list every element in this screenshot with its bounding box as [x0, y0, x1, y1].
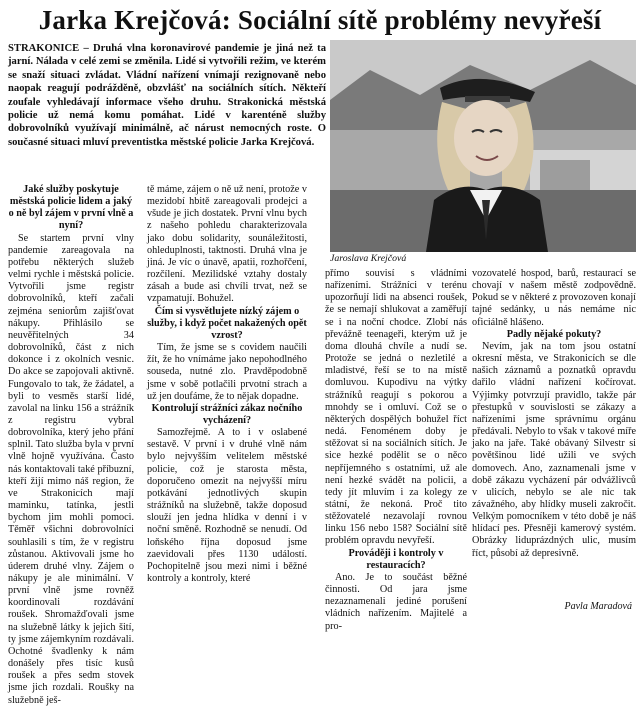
interview-question: Padly nějaké pokuty?: [506, 328, 602, 340]
column-3: [325, 268, 467, 633]
interview-answer: Nevím, jak na tom jsou ostatní okresní města, ve Strakonicích se dle našich záznamů a poznatků opravdu dařilo vládní nařízení kočírovat. Výjimky potvrzují pravidlo, takže pár přestupků v souvislosti se zákazy a nařízeními jsme správnímu orgánu předávali. Nebylo to však v takové míře jako na jaře. Také obávaný Silvestr si povětšinou lidé užili ve svých domovech. Ano, zaznamenali jsme v době zákazu vycházení pár odvážlivců v ulicích, nebylo se ale nic tak závažného, aby hlídky museli zakročit. Velkým pomocníkem v této době je náš hlídací pes. Přesněji kamerový systém. Obrázky liduprázdných ulic, musím říct, působí až depresivně.: [472, 340, 636, 559]
interview-question: Kontrolují strážníci zákaz nočního vycházení?: [151, 402, 303, 426]
column-4: [472, 268, 636, 560]
interview-answer: vozovatelé hospod, barů, restaurací se chovají v našem městě zodpovědně. Pokud se v některé z provozoven konají tajné sedánky, u nás nemáme nic oficiálně hlášeno.: [472, 268, 636, 328]
interview-answer: přímo souvisí s vládními nařízeními. Strážníci v terénu upozorňují lidi na absenci roušek, že se nemají shlukovat a zaměřují se i na noční chodce. Zlobí nás převážně teenageři, kterým už je doma dlouhá chvíle a nudí se. Protože se jedná o nezletilé a mladistvé, řeší se to na místě domluvou. Kupodivu na výtky strážníků reagují s pokorou a mnohdy se i omluví. Což se o některých dospělých bohužel říct nedá. Fenoménem doby je stěžovat si na sociálních sítích. Je sice hezké podělit se o něco nepříjemného s ostatními, už ale není hezké svádět na policii, a tedy jít mluvím i za kolegy ze státní, že nekoná. Proč tito stěžovatelé nezavolají rovnou linku 156 nebo 158? Sociální sítě problém opravdu nevyřeší.: [325, 268, 467, 547]
interview-question: Čím si vysvětlujete nízký zájem o služby, i když počet nakažených opět vzrost?: [147, 305, 307, 341]
portrait-illustration: [330, 40, 636, 252]
column-2: [147, 184, 307, 585]
interview-answer: Ano. Je to součást běžné činnosti. Od jara jsme nezaznamenali jediné porušení vládních nařízením. Majitelé a pro-: [325, 571, 467, 632]
portrait-photo: [330, 40, 636, 252]
interview-question: Jaké služby poskytuje městská policie lidem a jaký o ně byl zájem v první vlně a nyní?: [8, 184, 134, 232]
interview-question: Prováději i kontroly v restauracích?: [348, 547, 444, 571]
article-headline: Jarka Krejčová: Sociální sítě problémy nevyřeší: [38, 5, 602, 35]
interview-answer: Samozřejmě. A to i v oslabené sestavě. V první i v druhé vlně nám bylo nejvyšším velitelem městské policie, což je starosta města, doporučeno omezit na nejvyšší míru potkávání jednotlivých skupin strážníků na služebně, takže doposud slouží jen jedna hlídka v denní i v noční směně. Rozhodně se nenudí. Od loňského října doposud jsme zaevidovali přes 1130 událostí. Pochopitelně jsou mezi nimi i běžné kontroly a kontroly, které: [147, 427, 307, 584]
article-lead: STRAKONICE – Druhá vlna koronavirové pandemie je jiná než ta jarní. Nálada v celé zemi se změnila. Lidé si vytvořili režim, ve kterém se snaží situaci zvládat. Vládní nařízení vnímají rezignovaně nebo naopak reagují podrážděně, obzvlášť na sociálních sítích. Někteří zoufale vyhledávají informace všeho druhu. Strakonická městská policie už nemá komu pomáhat. Lidé v karenténě služby dobrovolníků využívají minimálně, ač nárust nemocných roste. O současné situaci mluví preventistka městské policie Jarka Krejčová.: [8, 43, 326, 148]
photo-caption: Jaroslava Krejčová: [330, 253, 407, 264]
column-1: [8, 184, 134, 707]
interview-answer: Se startem první vlny pandemie zareagovala na potřebu některých služeb velmi rychle i městská policie. Vytvořili jsme registr dobrovolníků, kteří začali zejména seniorům zajišťovat nákupy. Přihlásilo se neuvěřitelných 34 dobrovolníků, část z nich dokonce i z okolních vesnic. Do akce se zapojovali aktivně. Fungovalo to tak, že žádatel, a byli to vesměs starší lidé, zavolal na linku 156 a strážník z registru vybral dobrovolníka, který jeho přání splnil. Tato služba byla v první vlně hojně využívána. Často nás kontaktovali také příbuzní, kteří žijí mimo náš region, že ve Strakonicích mají maminku, tatínka, jestli bychom jim mohli pomoci. Těměř všichni dobrovolníci souhlasili s tím, že v registru zůstanou. Aktivovali jsme ho úderem druhé vlny. Zájem o nákupy je ale minimální. V první vlně jsme rovněž koordinovali rozdávání roušek. Shromažďovali jsme na služebně látky k jejich šití, ty jsme zájemkyním rozdávali. Ochotné švadlenky k nám donášely přes tisíc kusů roušek a přes sedm stovek jsme jich rozdali. Roušky na služebně ješ-: [8, 232, 134, 706]
interview-answer: Tím, že jsme se s covidem naučili žít, že ho vnímáme jako nepohodlného souseda, nutné zlo. Pravděpodobně jsme v sobě potlačili prvotní strach a už jen doufáme, že to nějak dopadne.: [147, 342, 307, 402]
interview-answer: tě máme, zájem o ně už není, protože v mezidobí hbitě zareagovali prodejci a všude je jich dostatek. První vlnu bych z našeho pohledu charakterizovala jako dobu solidarity, sounáležitosti, ohleduplnosti, taktnosti. Druhá vlna je jiná. Je víc o únavě, apatii, rozhořčení, rozčílení. Mezilidské vztahy dostaly zásah a bude asi chvíli trvat, než se vzpamatují. Bohužel.: [147, 184, 307, 305]
author-signature: Pavla Maradová: [564, 601, 632, 612]
